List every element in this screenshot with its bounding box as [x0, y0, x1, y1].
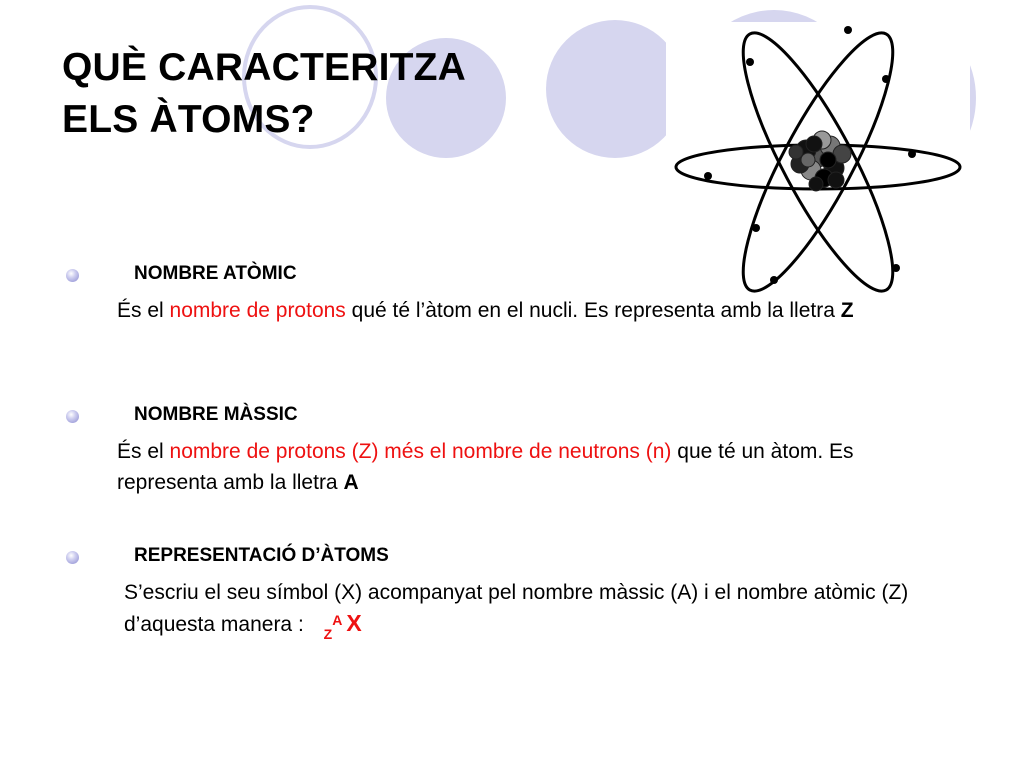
- atom-illustration: [666, 22, 970, 296]
- formula-superscript: A: [332, 612, 343, 628]
- section-body: [117, 436, 947, 498]
- title-line-1: QUÈ CARACTERITZA: [62, 46, 467, 89]
- letter-symbol: Z: [840, 299, 854, 322]
- section-nombre-atomic: [62, 261, 982, 326]
- decorative-circle: [546, 20, 684, 158]
- title-line-2: ELS ÀTOMS?: [62, 98, 315, 141]
- slide-title: [62, 42, 466, 146]
- bullet-icon: [66, 551, 79, 564]
- formula-subscript: Z: [323, 626, 333, 642]
- body-text: S’escriu el seu símbol (X) acompanyat pel nombre màssic (A) i el nombre atòmic (Z) d’aquesta manera :: [124, 581, 909, 636]
- highlighted-text: nombre de protons (Z) més el nombre de neutrons (n): [169, 440, 672, 463]
- section-heading: NOMBRE MÀSSIC: [134, 404, 298, 425]
- body-text: que té un àtom. Es representa amb la lletra: [117, 440, 854, 494]
- bullet-icon: [66, 269, 79, 282]
- section-heading: REPRESENTACIÓ D’ÀTOMS: [134, 545, 389, 566]
- section-body: [117, 295, 947, 326]
- letter-symbol: A: [343, 471, 359, 494]
- atom-icon: [666, 22, 970, 296]
- atom-notation-formula: [324, 608, 362, 642]
- body-text-prefix: És el: [117, 440, 170, 463]
- body-text-prefix: És el: [117, 299, 170, 322]
- highlighted-text: nombre de protons: [169, 299, 346, 322]
- body-text: qué té l’àtom en el nucli. Es representa amb la lletra: [345, 299, 841, 322]
- formula-symbol: X: [346, 610, 362, 636]
- bullet-icon: [66, 410, 79, 423]
- section-representacio-atoms: [62, 543, 982, 642]
- section-nombre-massic: [62, 402, 982, 498]
- section-body: [124, 577, 954, 642]
- section-heading: NOMBRE ATÒMIC: [134, 263, 297, 284]
